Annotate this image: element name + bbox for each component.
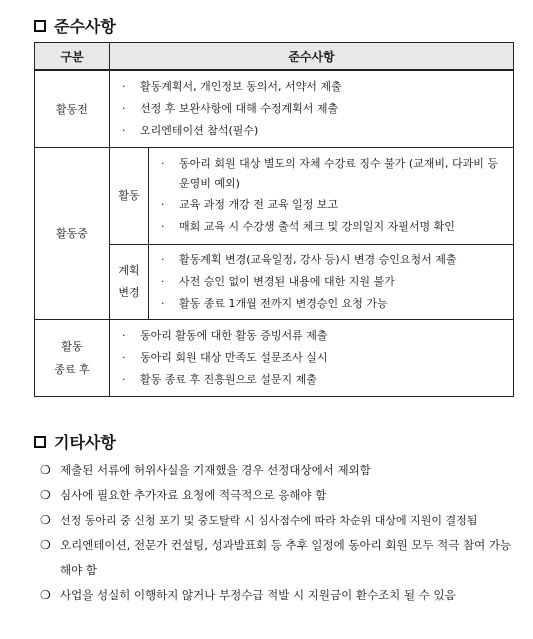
- row-items: [110, 70, 514, 148]
- row-category: 활동전: [35, 70, 110, 148]
- list-item: · 동아리 회원 대상 만족도 설문조사 실시: [122, 351, 328, 364]
- row-subcategory: 계획 변경: [110, 245, 149, 320]
- checkbox-square-icon: [34, 20, 46, 32]
- list-item: · 활동 종료 1개월 전까지 변경승인 요청 가능: [161, 297, 388, 310]
- table-row: [35, 320, 514, 397]
- list-item: · 사전 승인 없이 변경된 내용에 대한 지원 불가: [161, 275, 395, 288]
- list-item: · 활동계획서, 개인정보 동의서, 서약서 제출: [122, 80, 342, 93]
- list-item: · 활동계획 변경(교육일정, 강사 등)시 변경 승인요청서 제출: [161, 253, 457, 266]
- list-item: · 동아리 활동에 대한 활동 증빙서류 제출: [122, 329, 328, 342]
- list-item: · 동아리 회원 대상 별도의 자체 수강료 징수 불가 (교재비, 다과비 등 운영비 예외): [161, 157, 499, 190]
- list-item: ❍ 심사에 필요한 추가자료 요청에 적극적으로 응해야 함: [40, 483, 520, 508]
- notes-list: [40, 458, 520, 608]
- list-item: · 활동 종료 후 진흥원으로 설문지 제출: [122, 373, 317, 386]
- list-item: ❍ 선정 동아리 중 신청 포기 및 중도탈락 시 심사점수에 따라 차순위 대상에 지원이 결정됨: [40, 508, 520, 533]
- header-category: 구분: [35, 43, 110, 71]
- table-row: [35, 148, 514, 245]
- list-item: ❍ 오리엔테이션, 전문가 컨설팅, 성과발표회 등 추후 일정에 동아리 회원 모두 적극 참여 가능해야 함: [40, 533, 520, 583]
- section-title-text: 기타사항: [54, 433, 116, 452]
- table-row: [35, 70, 514, 148]
- circle-bullet-icon: ❍: [40, 463, 51, 477]
- section-title-text: 준수사항: [54, 17, 116, 36]
- circle-bullet-icon: ❍: [40, 513, 51, 527]
- circle-bullet-icon: ❍: [40, 488, 51, 502]
- row-items: [110, 320, 514, 397]
- row-items: [149, 148, 514, 245]
- header-items: 준수사항: [110, 43, 514, 71]
- list-item: · 선정 후 보완사항에 대해 수정계획서 제출: [122, 102, 339, 115]
- list-item: · 교육 과정 개강 전 교육 일정 보고: [161, 198, 339, 211]
- section-title-compliance: [34, 14, 116, 37]
- row-category: 활동 종료 후: [35, 320, 110, 397]
- circle-bullet-icon: ❍: [40, 538, 51, 552]
- circle-bullet-icon: ❍: [40, 588, 51, 602]
- row-subcategory: 활동: [110, 148, 149, 245]
- table-header-row: [35, 43, 514, 71]
- list-item: · 오리엔테이션 참석(필수): [122, 124, 259, 137]
- row-items: [149, 245, 514, 320]
- list-item: ❍ 제출된 서류에 허위사실을 기재했을 경우 선정대상에서 제외함: [40, 458, 520, 483]
- compliance-table: [34, 42, 514, 397]
- section-title-other: [34, 430, 116, 453]
- row-category: 활동중: [35, 148, 110, 320]
- list-item: · 매회 교육 시 수강생 출석 체크 및 강의일지 자필서명 확인: [161, 220, 455, 233]
- checkbox-square-icon: [34, 436, 46, 448]
- list-item: ❍ 사업을 성실히 이행하지 않거나 부정수급 적발 시 지원금이 환수조치 될 수 있음: [40, 583, 520, 608]
